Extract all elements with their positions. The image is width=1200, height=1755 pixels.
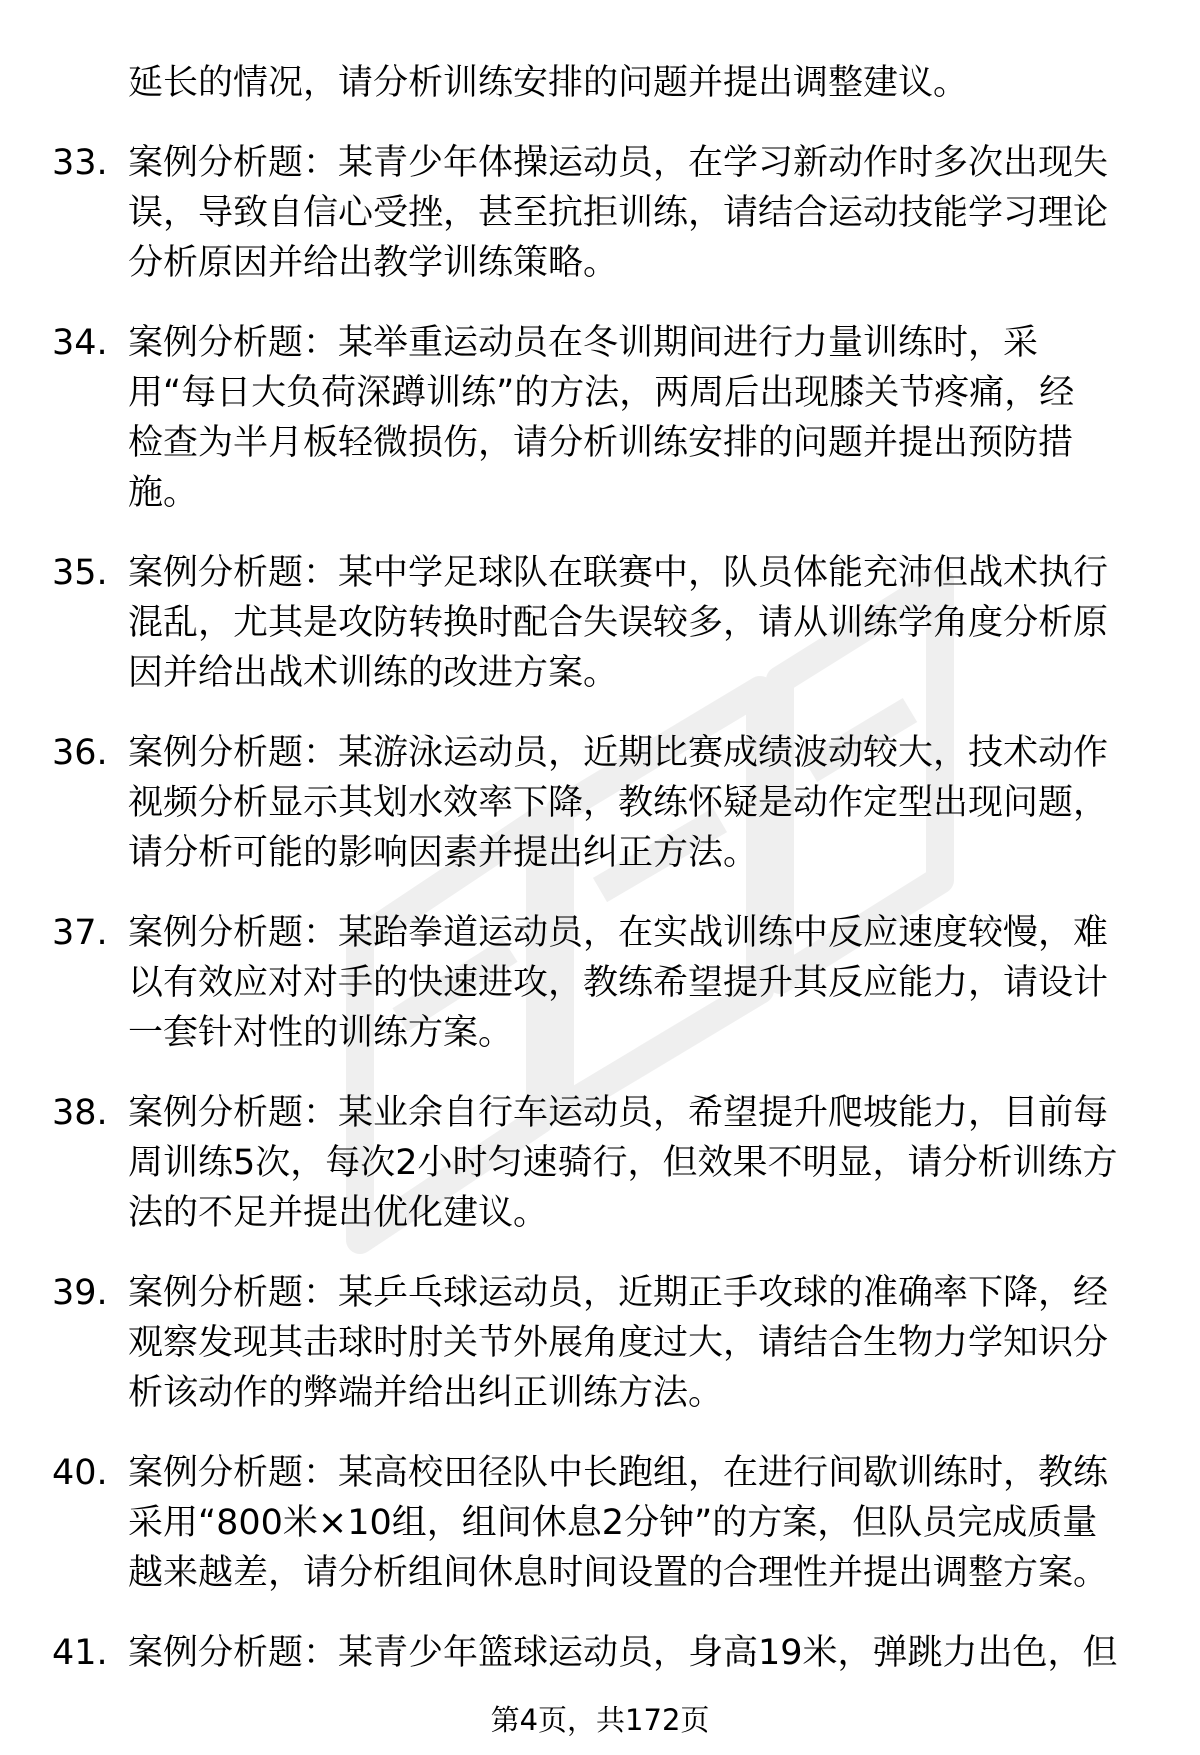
question-number: 33. <box>52 143 108 183</box>
continuation-line: 延长的情况，请分析训练安排的问题并提出调整建议。 <box>128 63 969 103</box>
question-line: 案例分析题：某游泳运动员，近期比赛成绩波动较大，技术动作 <box>128 733 1109 773</box>
question-line: 案例分析题：某青少年篮球运动员，身高19米，弹跳力出色，但 <box>128 1633 1118 1673</box>
question-line: 案例分析题：某业余自行车运动员，希望提升爬坡能力，目前每 <box>128 1093 1109 1133</box>
question-line: 检查为半月板轻微损伤，请分析训练安排的问题并提出预防措 <box>128 423 1074 463</box>
question-line: 分析原因并给出教学训练策略。 <box>128 243 619 283</box>
question-line: 一套针对性的训练方案。 <box>128 1013 514 1053</box>
question-line: 案例分析题：某高校田径队中长跑组，在进行间歇训练时，教练 <box>128 1453 1109 1493</box>
question-line: 案例分析题：某乒乓球运动员，近期正手攻球的准确率下降，经 <box>128 1273 1109 1313</box>
question-line: 误，导致自信心受挫，甚至抗拒训练，请结合运动技能学习理论 <box>128 193 1109 233</box>
question-number: 36. <box>52 733 108 773</box>
question-line: 析该动作的弊端并给出纠正训练方法。 <box>128 1373 724 1413</box>
question-number: 40. <box>52 1453 108 1493</box>
question-number: 35. <box>52 553 108 593</box>
question-line: 混乱，尤其是攻防转换时配合失误较多，请从训练学角度分析原 <box>128 603 1109 643</box>
question-line: 请分析可能的影响因素并提出纠正方法。 <box>128 833 759 873</box>
question-line: 采用“800米×10组，组间休息2分钟”的方案，但队员完成质量 <box>128 1503 1098 1543</box>
question-number: 34. <box>52 323 108 363</box>
question-line: 因并给出战术训练的改进方案。 <box>128 653 619 693</box>
question-line: 案例分析题：某跆拳道运动员，在实战训练中反应速度较慢，难 <box>128 913 1109 953</box>
question-line: 案例分析题：某举重运动员在冬训期间进行力量训练时，采 <box>128 323 1039 363</box>
question-line: 法的不足并提出优化建议。 <box>128 1193 549 1233</box>
question-line: 施。 <box>128 473 199 513</box>
question-line: 案例分析题：某青少年体操运动员，在学习新动作时多次出现失 <box>128 143 1109 183</box>
question-number: 41. <box>52 1633 108 1673</box>
question-line: 视频分析显示其划水效率下降，教练怀疑是动作定型出现问题， <box>128 783 1109 823</box>
question-line: 案例分析题：某中学足球队在联赛中，队员体能充沛但战术执行 <box>128 553 1109 593</box>
question-line: 观察发现其击球时肘关节外展角度过大，请结合生物力学知识分 <box>128 1323 1109 1363</box>
question-line: 以有效应对对手的快速进攻，教练希望提升其反应能力，请设计 <box>128 963 1109 1003</box>
question-number: 39. <box>52 1273 108 1313</box>
question-line: 用“每日大负荷深蹲训练”的方法，两周后出现膝关节疼痛，经 <box>128 373 1075 413</box>
question-line: 周训练5次，每次2小时匀速骑行，但效果不明显，请分析训练方 <box>128 1143 1118 1183</box>
question-number: 38. <box>52 1093 108 1133</box>
page-footer: 第4页，共172页 <box>490 1703 710 1737</box>
question-line: 越来越差，请分析组间休息时间设置的合理性并提出调整方案。 <box>128 1553 1109 1593</box>
question-number: 37. <box>52 913 108 953</box>
